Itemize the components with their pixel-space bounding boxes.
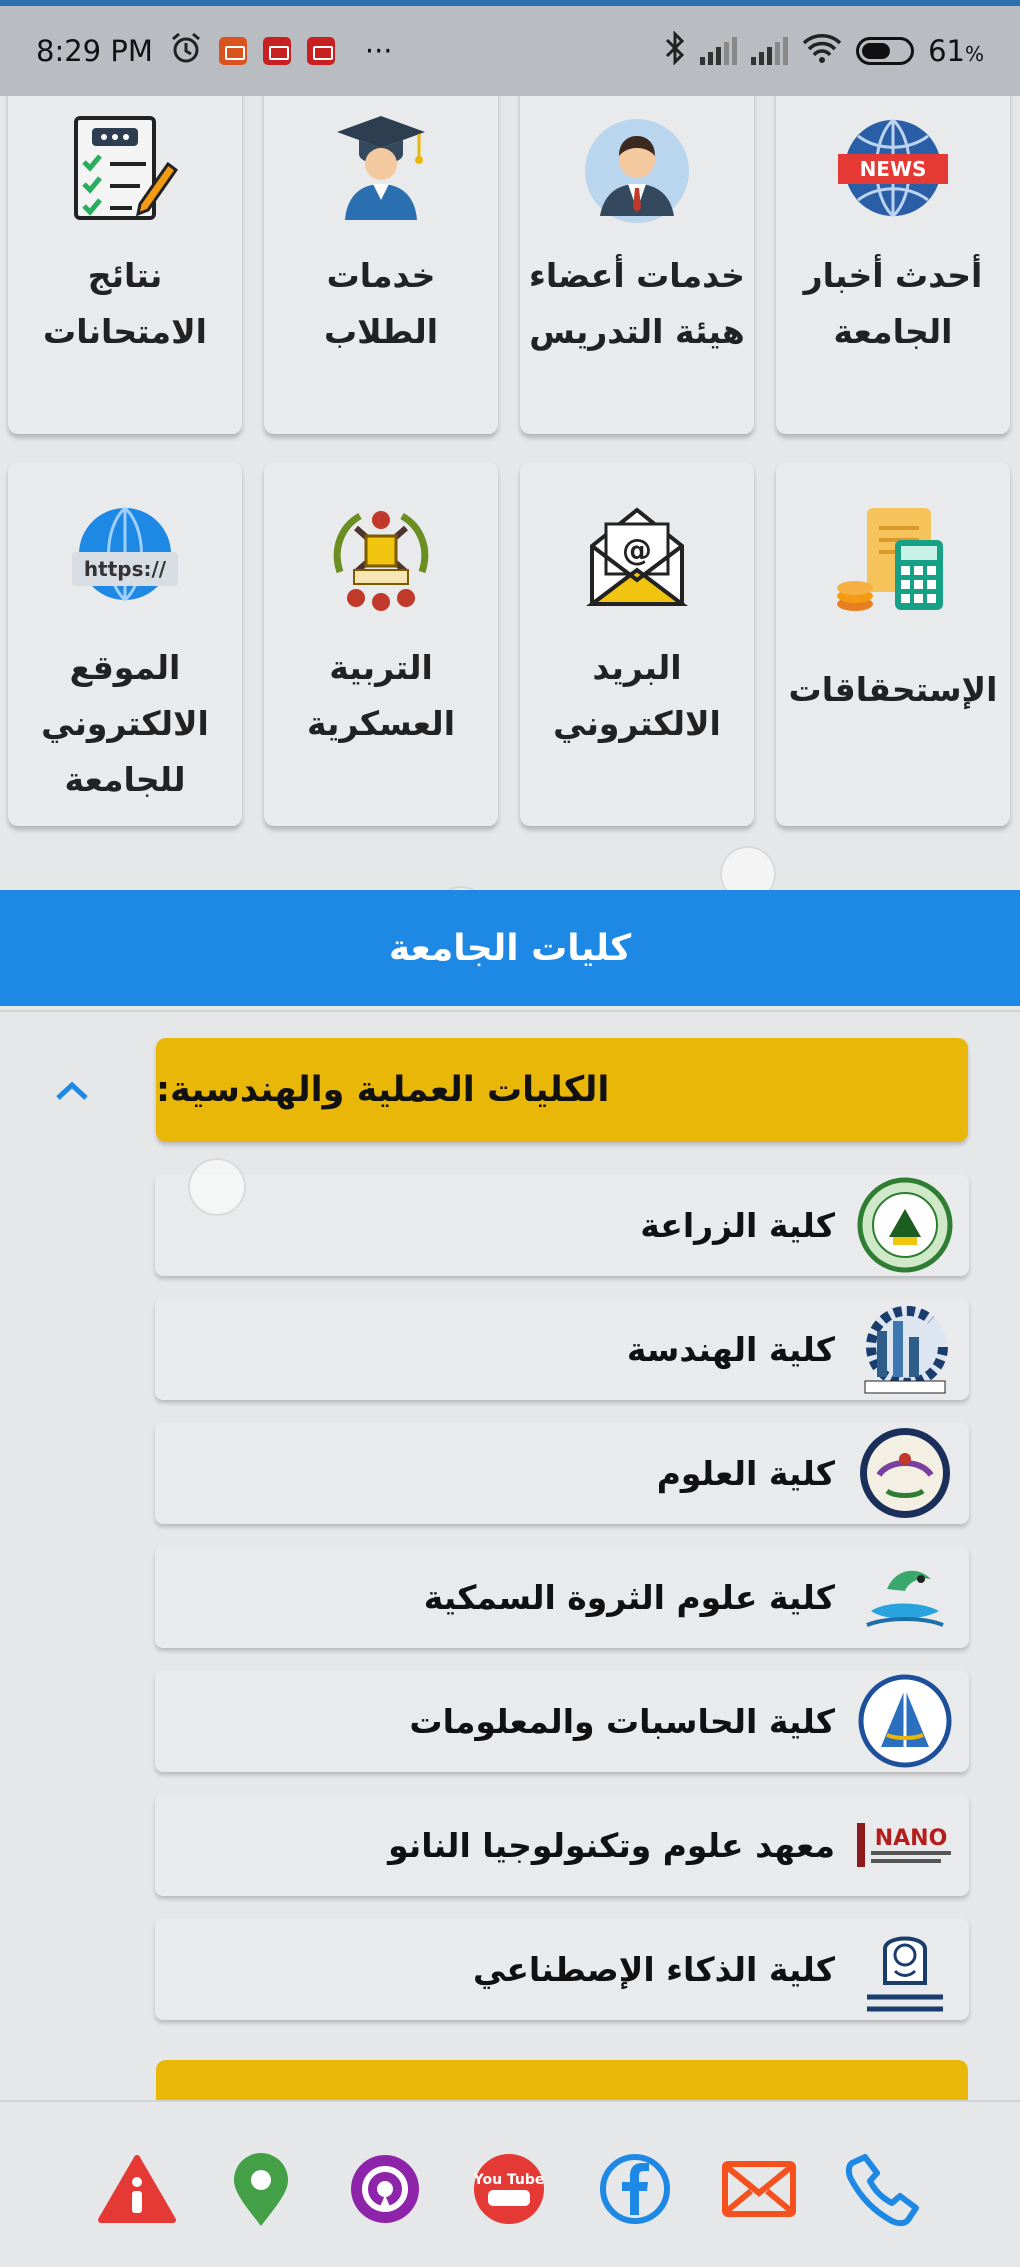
science-logo-icon	[853, 1426, 957, 1520]
signal-icon	[700, 37, 737, 65]
nano-logo-icon	[853, 1798, 957, 1892]
battery-level: 61%	[928, 34, 984, 68]
mail-notification-icon	[307, 37, 335, 65]
tile-student-services[interactable]	[264, 70, 498, 434]
calculator-money-icon	[833, 504, 953, 618]
college-name: كلية الزراعة	[640, 1205, 835, 1245]
graduate-student-icon	[331, 112, 431, 226]
tile-university-website[interactable]	[8, 462, 242, 826]
mail-icon[interactable]	[720, 2150, 798, 2228]
agriculture-logo-icon	[853, 1178, 957, 1272]
exam-results-icon	[70, 112, 180, 226]
tile-label: الموقع الالكتروني للجامعة	[41, 648, 209, 799]
tile-label: خدمات أعضاء هيئة التدريس	[529, 256, 745, 351]
tile-label: التربية العسكرية	[306, 648, 456, 743]
tile-university-news[interactable]	[776, 70, 1010, 434]
alarm-icon	[169, 31, 203, 72]
bluetooth-icon	[664, 31, 686, 72]
faculty-member-icon	[582, 116, 692, 230]
mail-notification-icon	[263, 37, 291, 65]
email-envelope-icon	[582, 502, 692, 616]
phone-icon[interactable]	[844, 2150, 922, 2228]
podcast-icon[interactable]	[346, 2150, 424, 2228]
college-item-fisheries[interactable]	[155, 1546, 969, 1648]
wifi-icon	[802, 32, 842, 71]
next-category-header[interactable]	[156, 2060, 968, 2100]
college-name: معهد علوم وتكنولوجيا النانو	[388, 1825, 835, 1865]
college-name: كلية الهندسة	[626, 1329, 835, 1369]
category-title: الكليات العملية والهندسية:	[156, 1070, 610, 1110]
college-name: كلية علوم الثروة السمكية	[423, 1577, 835, 1617]
svg-text:@: @	[622, 533, 652, 568]
touch-indicator	[188, 1158, 246, 1216]
tile-faculty-services[interactable]	[520, 70, 754, 434]
ai-logo-icon	[853, 1922, 957, 2016]
tile-label: الإستحقاقات	[788, 670, 998, 709]
svg-text:https://: https://	[83, 557, 167, 581]
tile-label: نتائج الامتحانات	[43, 256, 207, 351]
svg-text:NANO: NANO	[874, 1826, 948, 1851]
tile-email[interactable]	[520, 462, 754, 826]
colleges-section	[0, 1010, 1020, 2035]
college-name: كلية الحاسبات والمعلومات	[409, 1701, 835, 1741]
notification-app-icon	[219, 37, 247, 65]
college-item-ai[interactable]	[155, 1918, 969, 2020]
college-item-computers[interactable]	[155, 1670, 969, 1772]
website-globe-icon	[70, 506, 180, 614]
status-bar	[0, 6, 1020, 96]
youtube-icon[interactable]	[470, 2150, 548, 2228]
svg-text:You Tube: You Tube	[473, 2172, 545, 2188]
collapse-chevron-up-icon[interactable]	[52, 1072, 92, 1112]
colleges-banner	[0, 890, 1020, 1006]
tile-label: أحدث أخبار الجامعة	[803, 256, 983, 351]
tile-entitlements[interactable]	[776, 462, 1010, 826]
college-name: كلية العلوم	[656, 1453, 835, 1493]
info-icon[interactable]	[98, 2150, 176, 2228]
computers-logo-icon	[853, 1674, 957, 1768]
location-pin-icon[interactable]	[222, 2150, 300, 2228]
college-item-nano[interactable]	[155, 1794, 969, 1896]
more-notifications-icon: ···	[364, 34, 393, 68]
college-item-science[interactable]	[155, 1422, 969, 1524]
college-item-engineering[interactable]	[155, 1298, 969, 1400]
tile-military-education[interactable]	[264, 462, 498, 826]
signal-icon	[751, 37, 788, 65]
battery-icon	[856, 37, 914, 65]
category-header[interactable]	[156, 1038, 968, 1142]
facebook-icon[interactable]	[596, 2150, 674, 2228]
banner-title: كليات الجامعة	[388, 927, 632, 969]
tile-label: البريد الالكتروني	[553, 648, 721, 743]
status-time: 8:29 PM	[36, 34, 153, 68]
college-name: كلية الذكاء الإصطناعي	[472, 1949, 835, 1989]
fisheries-logo-icon	[853, 1550, 957, 1644]
college-item-agriculture[interactable]	[155, 1174, 969, 1276]
military-emblem-icon	[326, 502, 436, 616]
tile-exam-results[interactable]	[8, 70, 242, 434]
bottom-contact-bar	[0, 2100, 1020, 2267]
engineering-logo-icon	[853, 1302, 957, 1396]
svg-text:NEWS: NEWS	[859, 157, 927, 181]
news-globe-icon	[838, 116, 948, 224]
tile-label: خدمات الطلاب	[323, 256, 439, 351]
